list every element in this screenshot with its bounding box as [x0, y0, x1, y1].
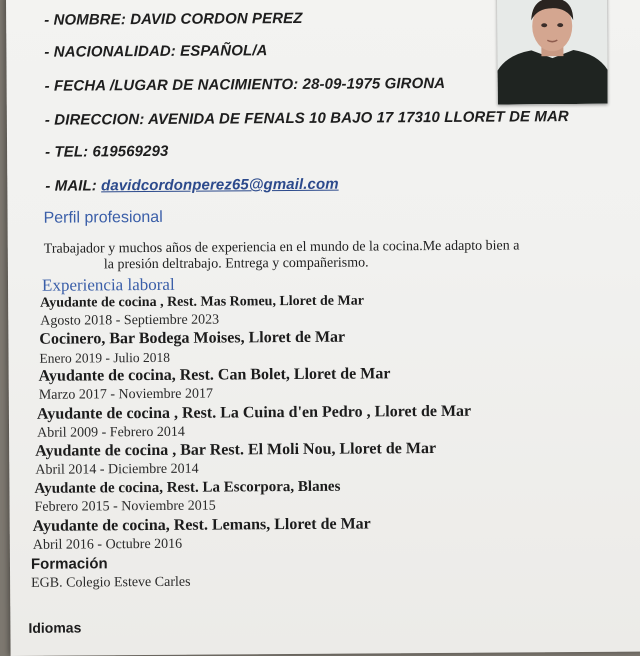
idiomas-heading: Idiomas	[28, 619, 82, 636]
job-dates: Agosto 2018 - Septiembre 2023	[40, 312, 220, 329]
contact-direccion: - DIRECCION: AVENIDA DE FENALS 10 BAJO 17 17310 LLORET DE MAR	[44, 108, 569, 129]
profile-photo	[497, 0, 608, 105]
job-dates: Abril 2014 - Diciembre 2014	[35, 461, 199, 478]
formacion-heading: Formación	[30, 555, 108, 573]
perfil-line-1: Trabajador y muchos años de experiencia en el mundo de la cocina.Me adapto bien a	[43, 238, 520, 257]
job-title: Ayudante de cocina, Rest. Lemans, Lloret de Mar	[32, 515, 371, 535]
job-title: Ayudante de cocina , Rest. Mas Romeu, Lloret de Mar	[40, 293, 364, 311]
portrait-image	[497, 0, 608, 105]
job-dates: Marzo 2017 - Noviembre 2017	[38, 386, 214, 403]
job-title: Ayudante de cocina, Rest. Can Bolet, Lloret de Mar	[38, 365, 391, 385]
contact-fecha-nacimiento: - FECHA /LUGAR DE NACIMIENTO: 28-09-1975 GIRONA	[44, 74, 446, 95]
mail-label: - MAIL:	[45, 177, 102, 195]
formacion-text: EGB. Colegio Esteve Carles	[31, 574, 191, 591]
job-title: Cocinero, Bar Bodega Moises, Lloret de Mar	[39, 328, 346, 348]
contact-telefono: - TEL: 619569293	[45, 142, 169, 161]
job-dates: Febrero 2015 - Noviembre 2015	[34, 498, 216, 515]
cv-paper-sheet	[6, 0, 640, 656]
perfil-line-2: la presión deltrabajo. Entrega y compañerismo.	[103, 255, 369, 273]
job-dates: Abril 2009 - Febrero 2014	[37, 424, 185, 441]
contact-nombre: - NOMBRE: DAVID CORDON PEREZ	[44, 9, 303, 29]
experiencia-heading: Experiencia laboral	[41, 274, 175, 295]
job-dates: Enero 2019 - Julio 2018	[39, 349, 171, 366]
contact-nacionalidad: - NACIONALIDAD: ESPAÑOL/A	[44, 42, 268, 61]
perfil-heading: Perfil profesional	[43, 208, 163, 227]
email-link[interactable]: davidcordonperez65@gmail.com	[101, 175, 339, 195]
job-title: Ayudante de cocina , Rest. La Cuina d'en Pedro , Lloret de Mar	[36, 402, 472, 423]
job-dates: Abril 2016 - Octubre 2016	[32, 536, 183, 553]
perfil-text	[44, 238, 564, 274]
job-title: Ayudante de cocina , Bar Rest. El Moli Nou, Lloret de Mar	[35, 440, 437, 460]
job-title: Ayudante de cocina, Rest. La Escorpora, Blanes	[34, 478, 341, 497]
contact-mail	[45, 176, 338, 195]
